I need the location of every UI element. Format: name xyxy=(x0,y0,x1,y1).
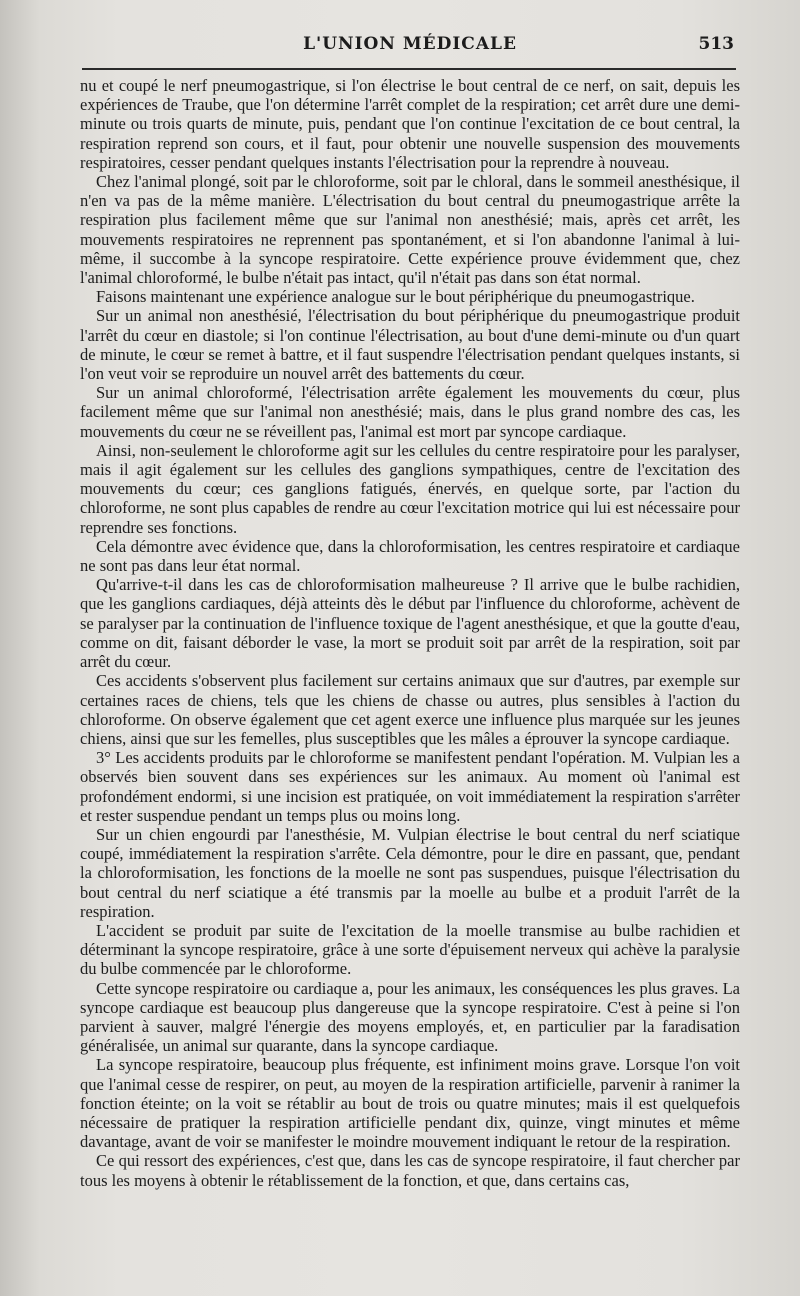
paragraph: Ce qui ressort des expériences, c'est que, dans les cas de syncope respiratoire, il faut chercher par tous les moyens à obtenir le rétablissement de la fonction, et que, dans certains cas, xyxy=(80,1151,740,1190)
paragraph: La syncope respiratoire, beaucoup plus fréquente, est infiniment moins grave. Lorsque l'on voit que l'animal cesse de respirer, on peut, au moyen de la respiration artificielle, parvenir à ranimer la fonction éteinte; on la voit se rétablir au bout de trois ou quatre minutes; mais il est quelquefois nécessaire de pratiquer la respiration artificielle pendant dix, quinze, vingt minutes et même davantage, avant de voir se manifester le moindre mouvement indiquant le retour de la respiration. xyxy=(80,1055,740,1152)
paragraph: Faisons maintenant une expérience analogue sur le bout périphérique du pneumogastrique. xyxy=(96,287,695,307)
paragraph: Sur un animal chloroformé, l'électrisation arrête également les mouvements du cœur, plus facilement même que sur l'animal non anesthésié; mais, dans le plus grand nombre des cas, les mouvements du cœur ne se réveillent pas, l'animal est mort par syncope cardiaque. xyxy=(80,383,740,441)
paragraph: Cela démontre avec évidence que, dans la chloroformisation, les centres respiratoire et cardiaque ne sont pas dans leur état normal. xyxy=(80,536,740,576)
paragraph: Chez l'animal plongé, soit par le chloroforme, soit par le chloral, dans le sommeil anesthésique, il n'en va pas de la même manière. L'électrisation du bout central du pneumogastrique arrête la respiration plus facilement même que sur l'animal non anesthésié; mais, après cet arrêt, les mouvements respiratoires ne reprennent pas spontanément, et si l'on abandonne l'animal à lui-même, il succombe à la syncope respiratoire. Cette expérience prouve évidemment que, chez l'animal chloroformé, le bulbe n'était pas intact, qu'il n'était pas dans son état normal. xyxy=(80,172,740,288)
paragraph: Sur un chien engourdi par l'anesthésie, M. Vulpian électrise le bout central du nerf sciatique coupé, immédiatement la respiration s'arrête. Cela démontre, pour le dire en passant, que, pendant la chloroformisation, les fonctions de la moelle ne sont pas suspendues, puisque l'électrisation du bout central du nerf sciatique a été transmis par la moelle au bulbe et a produit l'arrêt de la respiration. xyxy=(80,824,740,921)
paragraph: Cette syncope respiratoire ou cardiaque a, pour les animaux, les conséquences les plus graves. La syncope cardiaque est beaucoup plus dangereuse que la syncope respiratoire. C'est à peine si l'on parvient à sauver, malgré l'énergie des moyens employés, et, en particulier par la faradisation généralisée, un animal sur quarante, dans la syncope cardiaque. xyxy=(80,978,740,1056)
paragraph: Sur un animal non anesthésié, l'électrisation du bout périphérique du pneumogastrique produit l'arrêt du cœur en diastole; si l'on continue l'électrisation, au bout d'une demi-minute ou d'un quart de minute, le cœur se remet à battre, et il faut suspendre l'électrisation pendant quelques instants, si l'on veut voir se reproduire un nouvel arrêt des battements du cœur. xyxy=(80,306,740,384)
paragraph: nu et coupé le nerf pneumogastrique, si l'on électrise le bout central de ce nerf, on sait, depuis les expériences de Traube, que l'on détermine l'arrêt complet de la respiration; cet arrêt dure une demi-minute ou trois quarts de minute, puis, pendant que l'on continue l'excitation de ce bout central, la respiration reprend son cours, et il faut, pour obtenir une nouvelle suspension des mouvements respiratoires, cesser pendant quelques instants l'électrisation pour la reprendre à nouveau. xyxy=(80,76,740,172)
paragraph: Ces accidents s'observent plus facilement sur certains animaux que sur d'autres, par exemple sur certaines races de chiens, tels que les chiens de chasse ou autres, plus sensibles à l'action du chloroforme. On observe également que cet agent exerce une influence plus marquée sur les jeunes chiens, ainsi que sur les femelles, plus susceptibles que les mâles a éprouver la syncope cardiaque. xyxy=(80,671,740,748)
page-header xyxy=(80,30,740,60)
page-number: 513 xyxy=(698,34,734,54)
header-rule xyxy=(82,68,736,70)
paragraph: Qu'arrive-t-il dans les cas de chloroformisation malheureuse ? Il arrive que le bulbe rachidien, que les ganglions cardiaques, déjà atteints dès le début par l'influence du chloroforme, achèvent de se paralyser par la continuation de l'influence toxique de l'agent anesthésique, et que la goutte d'eau, comme on dit, faisant déborder le vase, la mort se produit soit par arrêt de la respiration, soit par arrêt du cœur. xyxy=(80,575,740,672)
paragraph: L'accident se produit par suite de l'excitation de la moelle transmise au bulbe rachidien et déterminant la syncope respiratoire, grâce à une sorte d'épuisement nerveux qui achève la paralysie du bulbe commencée par le chloroforme. xyxy=(80,920,740,979)
body-text xyxy=(80,76,740,1190)
running-title: L'UNION MÉDICALE xyxy=(303,34,517,54)
paragraph: 3° Les accidents produits par le chloroforme se manifestent pendant l'opération. M. Vulpian les a observés bien souvent dans ses expériences sur les animaux. Au moment où l'animal est profondément endormi, si une incision est pratiquée, on voit immédiatement la respiration s'arrêter et rester suspendue pendant un temps plus ou moins long. xyxy=(80,748,740,825)
paragraph: Ainsi, non-seulement le chloroforme agit sur les cellules du centre respiratoire pour les paralyser, mais il agit également sur les cellules des ganglions sympathiques, centre de l'excitation des mouvements du cœur; ces ganglions fatigués, énervés, en quelque sorte, par l'action du chloroforme, ne sont plus capables de rendre au cœur l'excitation motrice qui lui est nécessaire pour reprendre ses fonctions. xyxy=(80,440,740,537)
